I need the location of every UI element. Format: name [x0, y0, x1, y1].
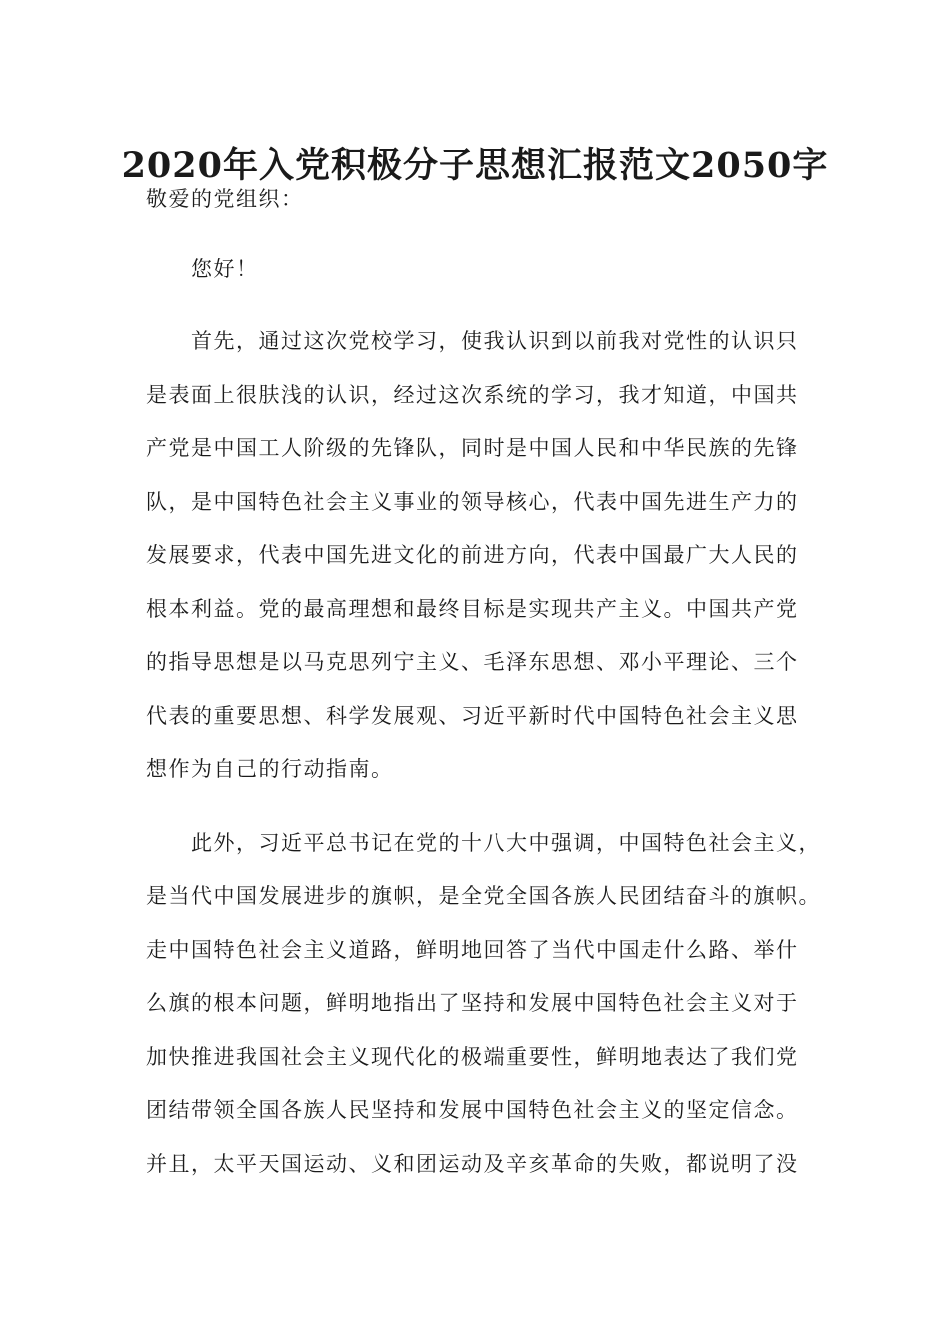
- body-text-line: 加快推进我国社会主义现代化的极端重要性，鲜明地表达了我们党: [146, 1045, 799, 1069]
- body-text-line: 代表的重要思想、科学发展观、习近平新时代中国特色社会主义思: [146, 704, 799, 728]
- body-text-line: 发展要求，代表中国先进文化的前进方向，代表中国最广大人民的: [146, 543, 799, 567]
- body-text-line: 是表面上很肤浅的认识，经过这次系统的学习，我才知道，中国共: [146, 383, 799, 407]
- body-text-line: 走中国特色社会主义道路，鲜明地回答了当代中国走什么路、举什: [146, 938, 799, 962]
- body-text-line: 首先，通过这次党校学习，使我认识到以前我对党性的认识只: [146, 329, 799, 353]
- document-title: 2020年入党积极分子思想汇报范文2050字: [121, 145, 829, 186]
- body-text-line: 根本利益。党的最高理想和最终目标是实现共产主义。中国共产党: [146, 597, 799, 621]
- body-text-line: 么旗的根本问题，鲜明地指出了坚持和发展中国特色社会主义对于: [146, 991, 799, 1015]
- body-text-line: 队，是中国特色社会主义事业的领导核心，代表中国先进生产力的: [146, 490, 799, 514]
- body-text-line: 此外，习近平总书记在党的十八大中强调，中国特色社会主义，: [146, 831, 821, 855]
- body-text-line: 是当代中国发展进步的旗帜，是全党全国各族人民团结奋斗的旗帜。: [146, 884, 821, 908]
- body-text-line: 想作为自己的行动指南。: [146, 757, 394, 781]
- body-text-line: 并且，太平天国运动、义和团运动及辛亥革命的失败，都说明了没: [146, 1152, 799, 1176]
- salutation-line: 敬爱的党组织：: [146, 187, 304, 211]
- body-text-line: 的指导思想是以马克思列宁主义、毛泽东思想、邓小平理论、三个: [146, 650, 799, 674]
- body-text-line: 团结带领全国各族人民坚持和发展中国特色社会主义的坚定信念。: [146, 1098, 799, 1122]
- greeting-line: 您好！: [146, 257, 259, 281]
- body-text-line: 产党是中国工人阶级的先锋队，同时是中国人民和中华民族的先锋: [146, 436, 799, 460]
